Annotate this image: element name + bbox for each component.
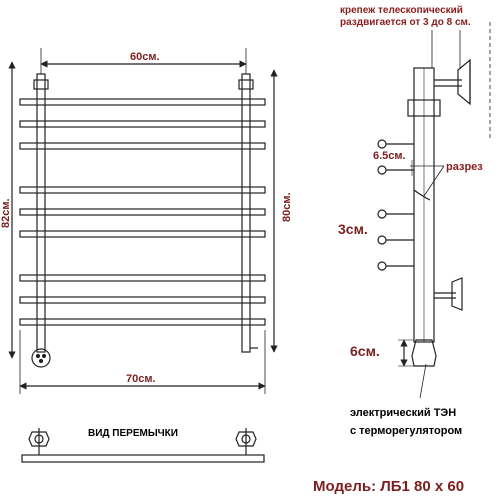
left-post-cap <box>34 80 48 89</box>
heater-element <box>412 340 436 366</box>
width-bottom-label: 70см. <box>126 373 156 385</box>
pitch-label: 6.5см. <box>373 150 406 162</box>
heater-label-line2: с терморегулятором <box>350 425 463 437</box>
model-label: Модель: ЛБ1 80 х 60 <box>313 478 465 495</box>
heater-label-line1: электрический ТЭН <box>350 407 457 419</box>
rungs-top <box>20 99 265 149</box>
left-post <box>37 74 45 352</box>
jumper-right-fitting <box>236 428 256 455</box>
jumper-title: ВИД ПЕРЕМЫЧКИ <box>88 428 178 439</box>
height-right-label: 80см. <box>281 192 293 222</box>
width-top-label: 60см. <box>130 51 160 63</box>
rungs-bottom <box>20 275 265 325</box>
cut-label: разрез <box>446 161 483 173</box>
wall-bracket-bottom <box>434 278 462 310</box>
mount-note-line2: раздвигается от 3 до 8 см. <box>340 17 471 28</box>
heater-height-label: 6см. <box>350 343 380 359</box>
right-post <box>242 74 250 352</box>
front-view <box>12 48 274 394</box>
mount-note-line1: крепеж телескопический <box>340 5 463 16</box>
height-left-label: 82см. <box>0 198 12 228</box>
jumper-left-fitting <box>29 428 49 455</box>
side-view <box>378 22 490 398</box>
jumper-bar <box>22 455 264 462</box>
offset-label: 3см. <box>338 221 368 237</box>
rungs-middle <box>20 187 265 237</box>
telescopic-mount-top <box>434 60 470 104</box>
cut-detail <box>414 190 430 200</box>
right-post-cap <box>239 80 253 89</box>
